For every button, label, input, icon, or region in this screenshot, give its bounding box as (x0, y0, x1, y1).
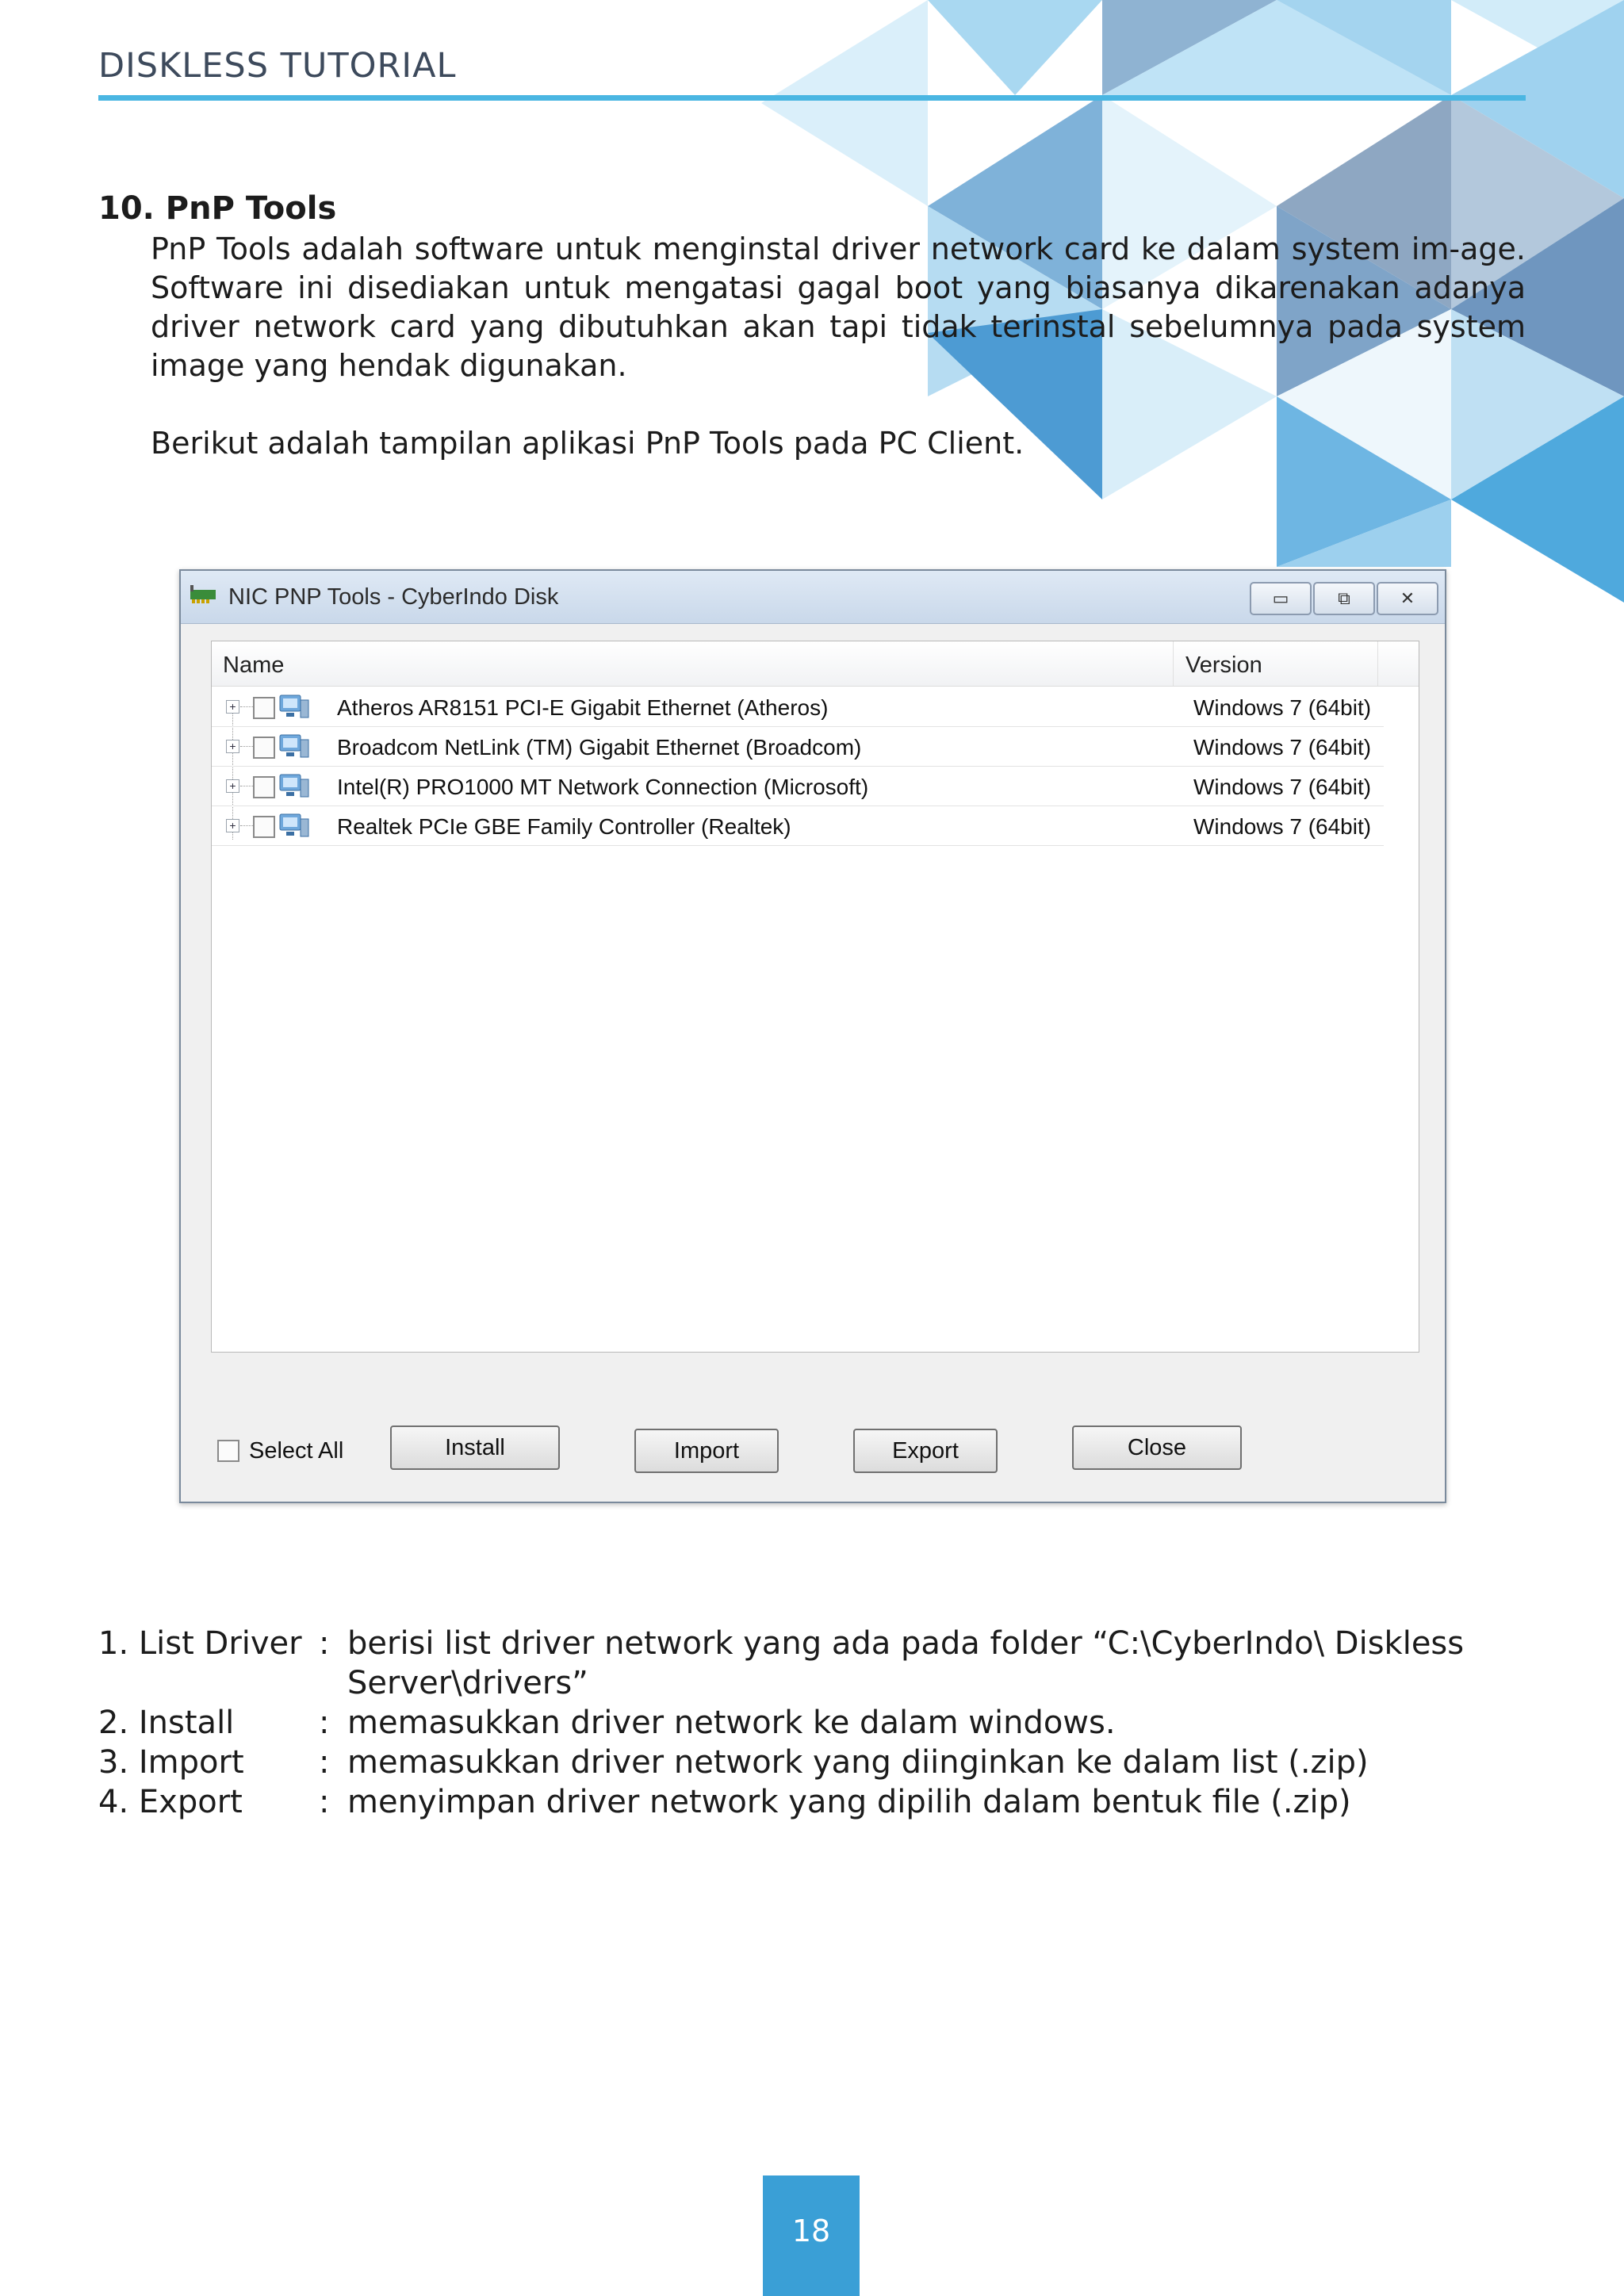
caption-paragraph: Berikut adalah tampilan aplikasi PnP Tools pada PC Client. (151, 426, 1025, 461)
expand-icon[interactable]: + (226, 700, 239, 714)
network-adapter-icon (277, 771, 312, 802)
section-heading: 10. PnP Tools (98, 190, 337, 227)
item-label: 4. Export (98, 1784, 243, 1820)
network-adapter-icon (277, 811, 312, 841)
minimize-button[interactable]: ▭ (1250, 582, 1312, 615)
intro-paragraph: PnP Tools adalah software untuk menginstal driver network card ke dalam system im-age. Software ini disediakan untuk mengatasi gagal boot yang biasanya dikarenakan adanya driver network card yang dibutuhkan akan tapi tidak terinstal sebelumnya pada system image yang hendak digunakan. (151, 232, 1526, 383)
item-description: berisi list driver network yang ada pada folder “C:\CyberIndo\ Diskless Server\drivers” (347, 1625, 1465, 1701)
list-item (98, 1703, 1542, 1743)
maximize-button[interactable]: ⧉ (1313, 582, 1375, 615)
item-colon: : (319, 1784, 330, 1820)
list-item (98, 1743, 1542, 1782)
window-titlebar[interactable] (181, 571, 1445, 624)
driver-name: Intel(R) PRO1000 MT Network Connection (Microsoft) (337, 775, 869, 799)
document-header-title: DISKLESS TUTORIAL (98, 46, 457, 86)
driver-name: Realtek PCIe GBE Family Controller (Realtek) (337, 814, 791, 839)
column-header-version[interactable]: Version (1185, 652, 1262, 678)
tree-connector (240, 825, 253, 826)
item-colon: : (319, 1625, 330, 1662)
item-label: 2. Install (98, 1705, 235, 1741)
tree-connector (240, 746, 253, 747)
import-button[interactable]: Import (634, 1429, 779, 1473)
item-description: menyimpan driver network yang dipilih dalam bentuk file (.zip) (347, 1784, 1351, 1820)
driver-row[interactable] (212, 806, 1384, 846)
feature-list (98, 1624, 1542, 1822)
item-colon: : (319, 1744, 330, 1781)
driver-checkbox[interactable] (253, 816, 275, 838)
driver-version: Windows 7 (64bit) (1193, 775, 1372, 799)
tree-connector (240, 706, 253, 707)
driver-checkbox[interactable] (253, 737, 275, 759)
expand-icon[interactable]: + (226, 740, 239, 753)
item-description: memasukkan driver network yang diinginkan ke dalam list (.zip) (347, 1744, 1369, 1781)
network-adapter-icon (277, 732, 312, 762)
column-header-name[interactable]: Name (223, 652, 285, 678)
item-description: memasukkan driver network ke dalam windows. (347, 1705, 1116, 1741)
item-colon: : (319, 1705, 330, 1741)
list-header (212, 641, 1419, 687)
list-item (98, 1782, 1542, 1822)
expand-icon[interactable]: + (226, 819, 239, 832)
page-number-box (763, 2175, 860, 2296)
network-card-icon (189, 584, 217, 606)
close-button[interactable]: Close (1072, 1425, 1242, 1470)
driver-version: Windows 7 (64bit) (1193, 814, 1372, 839)
column-separator[interactable] (1377, 641, 1378, 686)
header-divider (98, 95, 1526, 101)
driver-version: Windows 7 (64bit) (1193, 695, 1372, 720)
driver-checkbox[interactable] (253, 697, 275, 719)
list-item (98, 1624, 1542, 1703)
select-all-label[interactable]: Select All (249, 1438, 344, 1464)
column-separator[interactable] (1173, 641, 1174, 686)
driver-list[interactable] (211, 641, 1419, 1353)
install-button[interactable]: Install (390, 1425, 560, 1470)
item-label: 1. List Driver (98, 1625, 302, 1662)
window-close-button[interactable]: ✕ (1377, 582, 1438, 615)
driver-row[interactable] (212, 687, 1384, 727)
export-button[interactable]: Export (853, 1429, 998, 1473)
driver-version: Windows 7 (64bit) (1193, 735, 1372, 760)
window-title: NIC PNP Tools - CyberIndo Disk (228, 584, 559, 610)
select-all-checkbox[interactable] (217, 1440, 239, 1462)
driver-name: Atheros AR8151 PCI-E Gigabit Ethernet (Atheros) (337, 695, 829, 720)
page-number: 18 (791, 2214, 831, 2248)
network-adapter-icon (277, 692, 312, 722)
driver-checkbox[interactable] (253, 776, 275, 798)
expand-icon[interactable]: + (226, 779, 239, 793)
pnp-tools-window (179, 569, 1446, 1503)
driver-row[interactable] (212, 727, 1384, 767)
driver-row[interactable] (212, 767, 1384, 806)
item-label: 3. Import (98, 1744, 244, 1781)
driver-name: Broadcom NetLink (TM) Gigabit Ethernet (Broadcom) (337, 735, 862, 760)
